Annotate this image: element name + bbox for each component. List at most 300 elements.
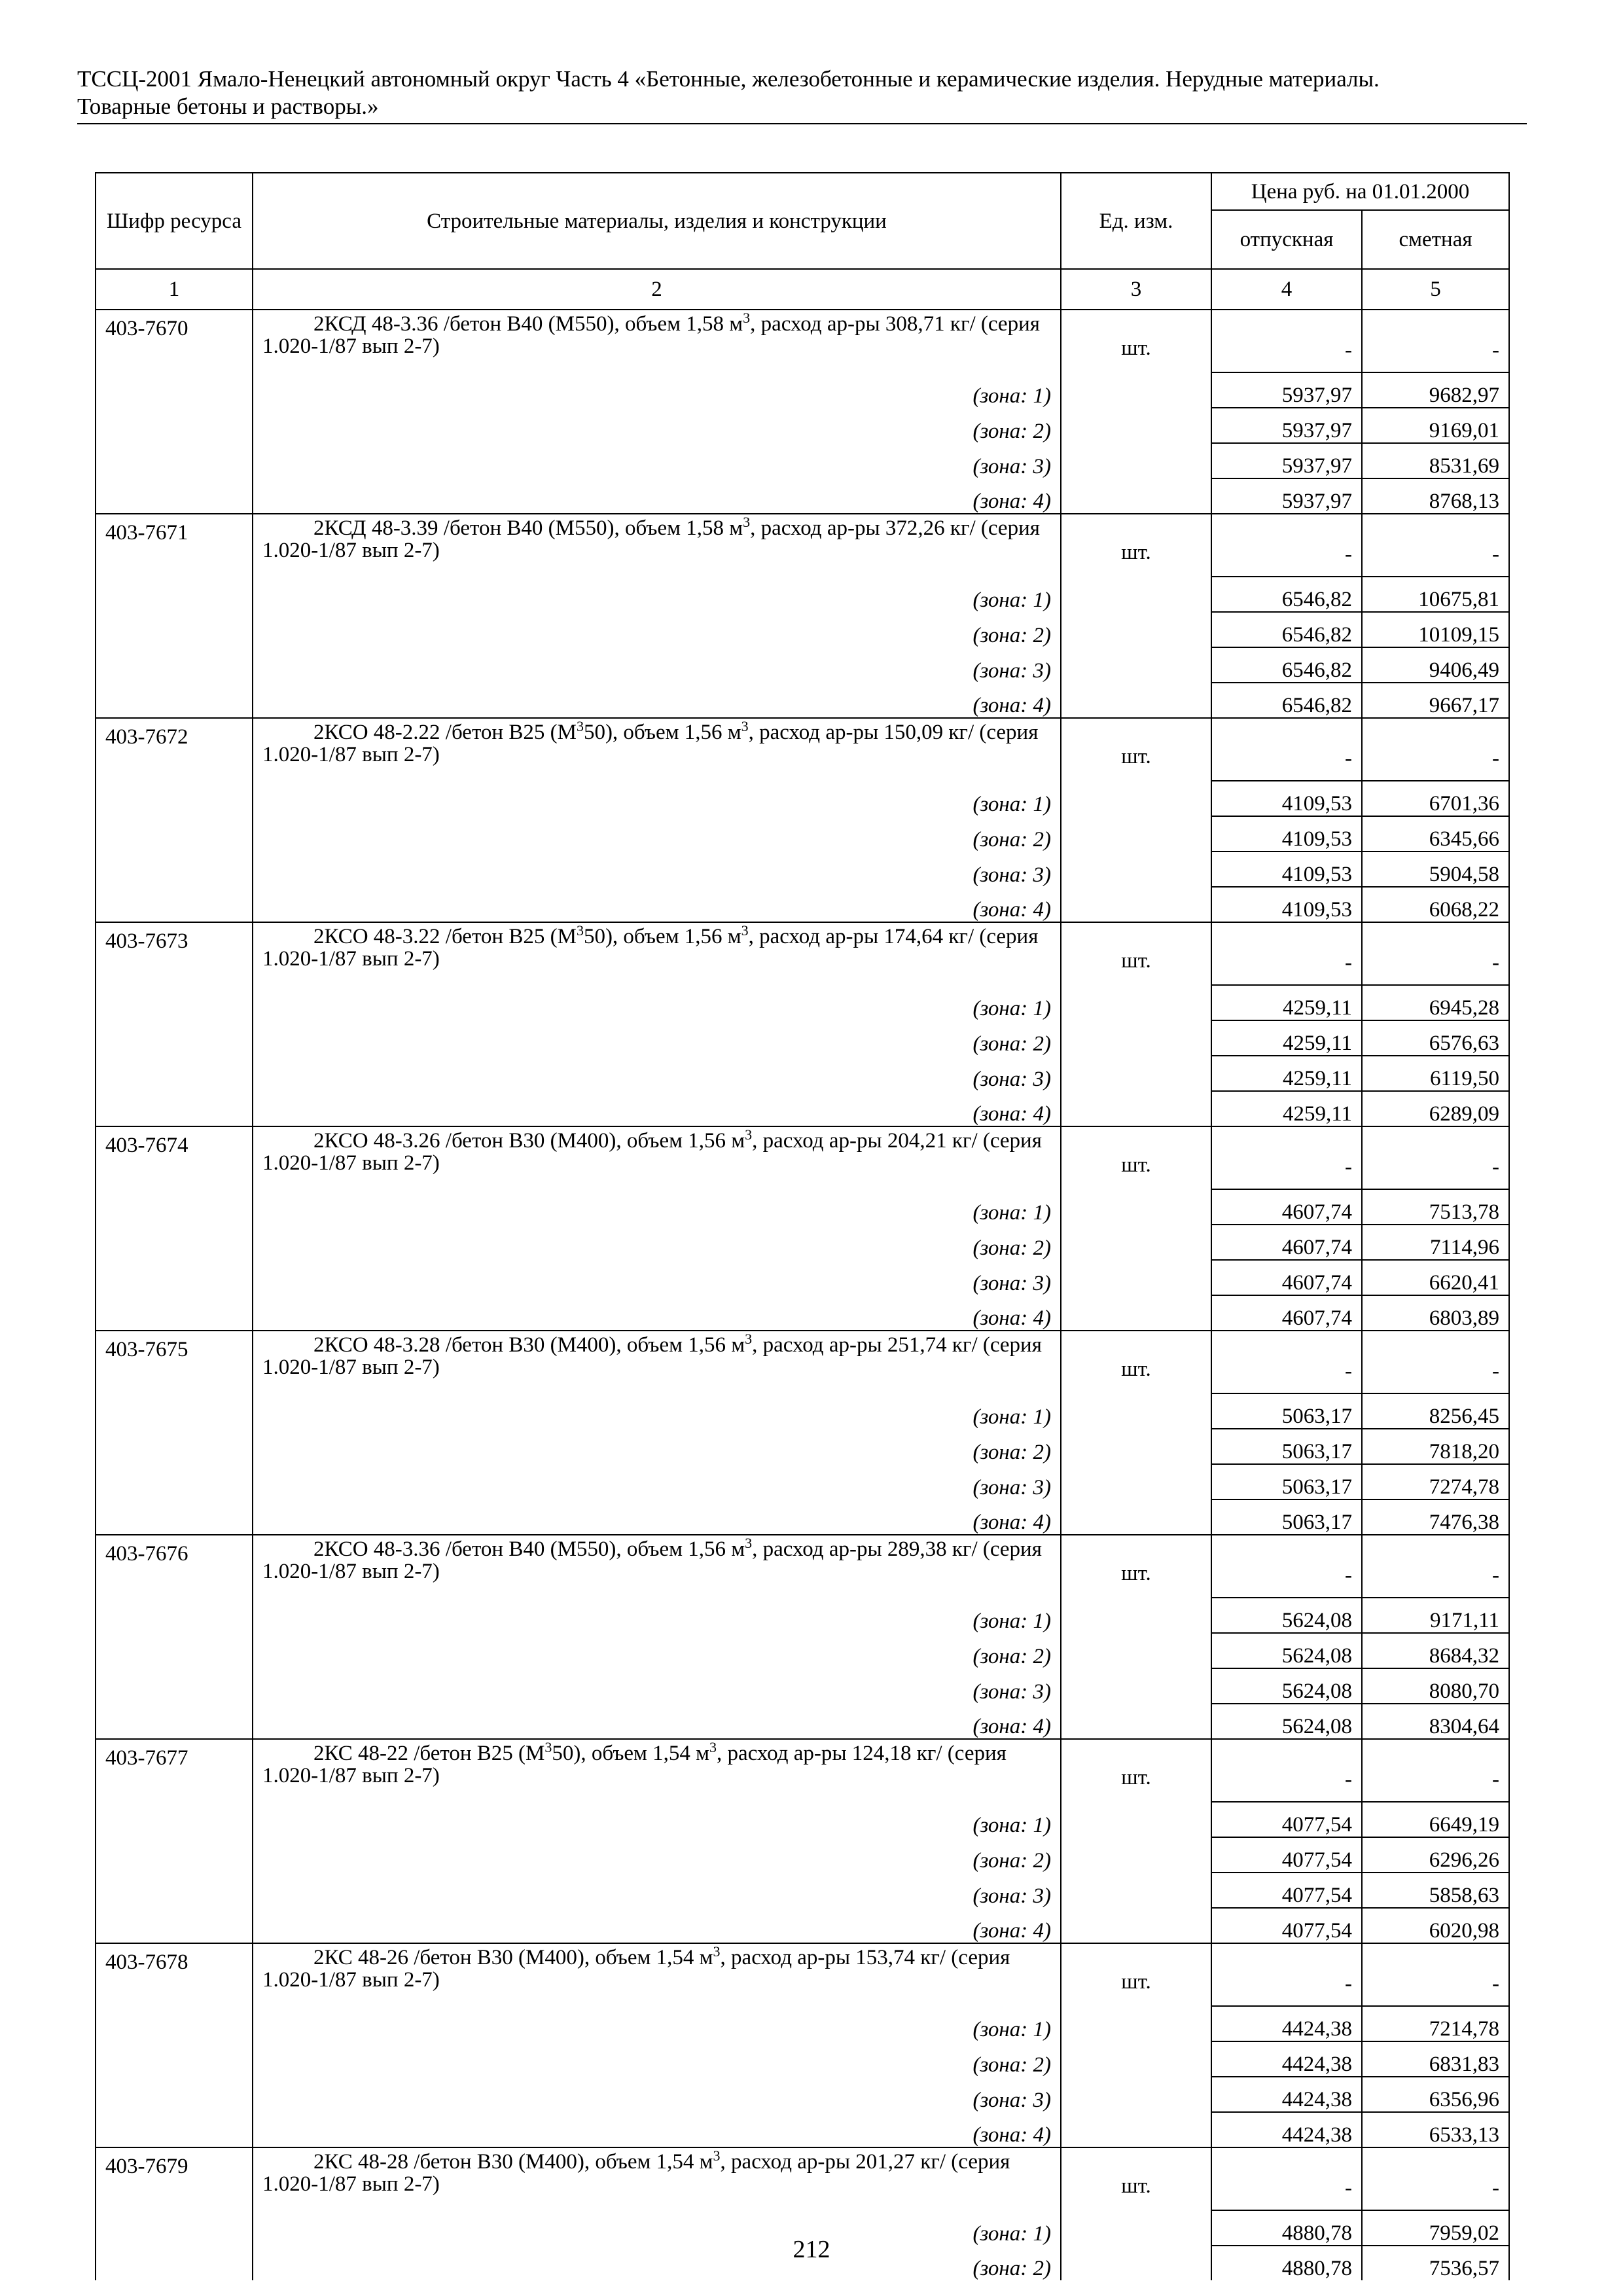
empty-unit-cell [1061,2006,1211,2041]
superscript-3: 3 [709,1739,717,1755]
description-part: , расход ар-ры 308,71 кг/ (серия 1.020-1/87 вып 2-7) [262,312,1040,358]
estimate-price-dash: - [1362,1535,1509,1598]
empty-unit-cell [1061,478,1211,514]
material-description [253,1126,1061,1189]
material-description [253,1739,1061,1802]
estimate-price: 7476,38 [1362,1499,1509,1535]
estimate-price-dash: - [1362,310,1509,372]
zone-row [96,1393,1509,1429]
empty-unit-cell [1061,1189,1211,1225]
empty-unit-cell [1061,612,1211,647]
empty-code-cell [96,1091,253,1126]
zone-row [96,372,1509,408]
unit-of-measure: шт. [1061,1943,1211,2006]
zone-row [96,1189,1509,1225]
superscript-3: 3 [713,1943,721,1960]
empty-code-cell [96,1295,253,1331]
zone-label: (зона: 3) [253,443,1061,478]
zone-label: (зона: 4) [253,887,1061,922]
release-price: 4424,38 [1211,2041,1362,2077]
empty-code-cell [96,443,253,478]
unit-of-measure: шт. [1061,1126,1211,1189]
zone-row [96,852,1509,887]
zone-label: (зона: 1) [253,1598,1061,1633]
zone-label: (зона: 2) [253,2246,1061,2280]
release-price: 4607,74 [1211,1295,1362,1331]
estimate-price: 6533,13 [1362,2112,1509,2147]
zone-label: (зона: 4) [253,1295,1061,1331]
superscript-3: 3 [544,1739,552,1755]
description-part: 2КСО 48-3.22 /бетон В25 (М [313,925,577,948]
zone-label: (зона: 3) [253,647,1061,683]
zone-row [96,1020,1509,1056]
estimate-price: 7114,96 [1362,1225,1509,1260]
unit-of-measure: шт. [1061,2147,1211,2210]
release-price: 4259,11 [1211,1020,1362,1056]
release-price: 5624,08 [1211,1668,1362,1704]
zone-label: (зона: 4) [253,2112,1061,2147]
zone-row [96,1260,1509,1295]
estimate-price-dash: - [1362,1331,1509,1393]
zone-label: (зона: 2) [253,1429,1061,1464]
empty-code-cell [96,1429,253,1464]
zone-row [96,443,1509,478]
estimate-price: 7513,78 [1362,1189,1509,1225]
table-row [96,718,1509,781]
zone-row [96,683,1509,718]
estimate-price: 6649,19 [1362,1802,1509,1837]
empty-code-cell [96,478,253,514]
col-header-name: Строительные материалы, изделия и конструкции [253,173,1061,269]
zone-label: (зона: 4) [253,1091,1061,1126]
empty-unit-cell [1061,1908,1211,1943]
description-part: 2КС 48-28 /бетон В30 (М400), объем 1,54 м [313,2150,713,2174]
page-number: 212 [793,2236,830,2263]
zone-label: (зона: 1) [253,372,1061,408]
estimate-price: 6296,26 [1362,1837,1509,1873]
empty-code-cell [96,1668,253,1704]
table-body [96,310,1509,2280]
zone-row [96,577,1509,612]
material-description [253,2147,1061,2210]
zone-label: (зона: 2) [253,1020,1061,1056]
empty-code-cell [96,887,253,922]
estimate-price-dash: - [1362,2147,1509,2210]
release-price: 4424,38 [1211,2077,1362,2112]
estimate-price: 10109,15 [1362,612,1509,647]
superscript-3: 3 [745,1331,753,1347]
empty-code-cell [96,1225,253,1260]
unit-of-measure: шт. [1061,922,1211,985]
estimate-price: 8080,70 [1362,1668,1509,1704]
estimate-price: 7959,02 [1362,2210,1509,2246]
empty-unit-cell [1061,1499,1211,1535]
superscript-3: 3 [743,310,751,326]
release-price: 4259,11 [1211,985,1362,1020]
empty-unit-cell [1061,1056,1211,1091]
empty-unit-cell [1061,443,1211,478]
estimate-price-dash: - [1362,1739,1509,1802]
unit-of-measure: шт. [1061,718,1211,781]
empty-unit-cell [1061,781,1211,816]
estimate-price-dash: - [1362,514,1509,577]
empty-unit-cell [1061,1704,1211,1739]
col-number-2: 2 [253,269,1061,310]
zone-row [96,2112,1509,2147]
material-description [253,1943,1061,2006]
zone-row [96,1295,1509,1331]
estimate-price-dash: - [1362,1126,1509,1189]
description-part: 50), объем 1,54 м [552,1742,710,1765]
release-price: 4607,74 [1211,1260,1362,1295]
empty-unit-cell [1061,2077,1211,2112]
empty-unit-cell [1061,816,1211,852]
empty-unit-cell [1061,1464,1211,1499]
empty-code-cell [96,577,253,612]
description-part: 2КСД 48-3.36 /бетон В40 (М550), объем 1,58 м [313,312,743,336]
release-price: 4880,78 [1211,2210,1362,2246]
estimate-price: 6356,96 [1362,2077,1509,2112]
description-part: , расход ар-ры 153,74 кг/ (серия 1.020-1/87 вып 2-7) [262,1946,1010,1992]
zone-label: (зона: 3) [253,1668,1061,1704]
col-header-estimate: сметная [1362,210,1509,269]
estimate-price: 6576,63 [1362,1020,1509,1056]
material-description [253,922,1061,985]
release-price: 4880,78 [1211,2246,1362,2280]
material-description [253,1331,1061,1393]
description-part: 50), объем 1,56 м [583,721,741,744]
description-text [262,514,1051,562]
description-part: , расход ар-ры 150,09 кг/ (серия 1.020-1/87 вып 2-7) [262,721,1039,766]
zone-row [96,2041,1509,2077]
col-number-4: 4 [1211,269,1362,310]
superscript-3: 3 [743,514,751,530]
table-row [96,2147,1509,2210]
release-price: 4077,54 [1211,1908,1362,1943]
resource-code: 403-7677 [96,1739,253,1802]
release-price-dash: - [1211,1331,1362,1393]
description-text [262,922,1051,971]
release-price: 5937,97 [1211,478,1362,514]
release-price: 4607,74 [1211,1225,1362,1260]
empty-code-cell [96,816,253,852]
zone-row [96,647,1509,683]
release-price: 6546,82 [1211,612,1362,647]
description-part: 2КСО 48-3.36 /бетон В40 (М550), объем 1,56 м [313,1537,745,1561]
release-price: 5624,08 [1211,1704,1362,1739]
unit-of-measure: шт. [1061,1739,1211,1802]
empty-unit-cell [1061,683,1211,718]
estimate-price: 8684,32 [1362,1633,1509,1668]
empty-code-cell [96,1837,253,1873]
empty-code-cell [96,1633,253,1668]
release-price: 4077,54 [1211,1873,1362,1908]
empty-unit-cell [1061,2112,1211,2147]
release-price: 4424,38 [1211,2006,1362,2041]
description-text [262,1331,1051,1379]
zone-row [96,1091,1509,1126]
superscript-3: 3 [576,922,584,939]
description-part: 50), объем 1,56 м [583,925,741,948]
description-part: , расход ар-ры 251,74 кг/ (серия 1.020-1/87 вып 2-7) [262,1333,1042,1379]
estimate-price: 6345,66 [1362,816,1509,852]
col-header-price: Цена руб. на 01.01.2000 [1211,173,1509,210]
empty-unit-cell [1061,2041,1211,2077]
empty-code-cell [96,1908,253,1943]
zone-label: (зона: 4) [253,1499,1061,1535]
zone-label: (зона: 3) [253,1873,1061,1908]
empty-code-cell [96,683,253,718]
zone-row [96,816,1509,852]
resource-code: 403-7670 [96,310,253,372]
estimate-price: 6119,50 [1362,1056,1509,1091]
description-text [262,2147,1051,2196]
superscript-3: 3 [745,1535,753,1551]
superscript-3: 3 [713,2147,721,2164]
estimate-price-dash: - [1362,1943,1509,2006]
table-row [96,1943,1509,2006]
resource-code: 403-7672 [96,718,253,781]
table-row [96,1739,1509,1802]
empty-code-cell [96,2041,253,2077]
empty-unit-cell [1061,852,1211,887]
empty-code-cell [96,1393,253,1429]
zone-label: (зона: 4) [253,1704,1061,1739]
empty-code-cell [96,1873,253,1908]
zone-label: (зона: 2) [253,1633,1061,1668]
description-text [262,718,1051,766]
estimate-price: 6831,83 [1362,2041,1509,2077]
zone-label: (зона: 2) [253,2041,1061,2077]
zone-row [96,781,1509,816]
resource-code: 403-7671 [96,514,253,577]
estimate-price: 9667,17 [1362,683,1509,718]
description-part: , расход ар-ры 201,27 кг/ (серия 1.020-1/87 вып 2-7) [262,2150,1010,2196]
empty-code-cell [96,1499,253,1535]
empty-code-cell [96,647,253,683]
zone-label: (зона: 3) [253,1464,1061,1499]
zone-row [96,1873,1509,1908]
superscript-3: 3 [745,1126,753,1143]
empty-code-cell [96,1189,253,1225]
release-price: 4424,38 [1211,2112,1362,2147]
zone-row [96,478,1509,514]
empty-unit-cell [1061,1091,1211,1126]
description-text [262,1943,1051,1992]
zone-row [96,1499,1509,1535]
unit-of-measure: шт. [1061,310,1211,372]
col-number-3: 3 [1061,269,1211,310]
release-price: 6546,82 [1211,577,1362,612]
zone-label: (зона: 1) [253,2210,1061,2246]
estimate-price: 8304,64 [1362,1704,1509,1739]
zone-row [96,2006,1509,2041]
description-part: , расход ар-ры 289,38 кг/ (серия 1.020-1/87 вып 2-7) [262,1537,1042,1583]
estimate-price: 6945,28 [1362,985,1509,1020]
empty-unit-cell [1061,1668,1211,1704]
zone-label: (зона: 4) [253,1908,1061,1943]
empty-unit-cell [1061,1429,1211,1464]
zone-label: (зона: 3) [253,1056,1061,1091]
material-description [253,718,1061,781]
zone-label: (зона: 2) [253,816,1061,852]
table-row [96,1126,1509,1189]
release-price-dash: - [1211,1943,1362,2006]
page-header [77,65,1527,124]
release-price: 5063,17 [1211,1429,1362,1464]
empty-code-cell [96,2077,253,2112]
zone-row [96,1704,1509,1739]
header-line-1: ТССЦ-2001 Ямало-Ненецкий автономный округ Часть 4 «Бетонные, железобетонные и керамические изделия. Нерудные материалы. [77,66,1380,92]
release-price-dash: - [1211,922,1362,985]
release-price: 5624,08 [1211,1633,1362,1668]
empty-unit-cell [1061,985,1211,1020]
zone-label: (зона: 2) [253,408,1061,443]
estimate-price: 6620,41 [1362,1260,1509,1295]
zone-label: (зона: 3) [253,1260,1061,1295]
empty-unit-cell [1061,408,1211,443]
estimate-price: 10675,81 [1362,577,1509,612]
resource-code: 403-7674 [96,1126,253,1189]
table-row [96,310,1509,372]
col-header-release: отпускная [1211,210,1362,269]
release-price-dash: - [1211,2147,1362,2210]
description-text [262,1535,1051,1583]
release-price: 5063,17 [1211,1393,1362,1429]
zone-label: (зона: 1) [253,1393,1061,1429]
zone-label: (зона: 2) [253,612,1061,647]
zone-row [96,1598,1509,1633]
zone-row [96,612,1509,647]
zone-row [96,1802,1509,1837]
description-part: , расход ар-ры 174,64 кг/ (серия 1.020-1/87 вып 2-7) [262,925,1039,971]
resource-code: 403-7676 [96,1535,253,1598]
estimate-price: 6020,98 [1362,1908,1509,1943]
empty-code-cell [96,781,253,816]
empty-code-cell [96,1464,253,1499]
zone-row [96,1429,1509,1464]
empty-unit-cell [1061,577,1211,612]
superscript-3: 3 [741,718,749,734]
zone-label: (зона: 1) [253,1189,1061,1225]
description-part: 2КС 48-26 /бетон В30 (М400), объем 1,54 м [313,1946,713,1969]
zone-label: (зона: 4) [253,683,1061,718]
empty-code-cell [96,1260,253,1295]
description-text [262,1126,1051,1175]
release-price-dash: - [1211,718,1362,781]
zone-row [96,985,1509,1020]
empty-unit-cell [1061,1802,1211,1837]
description-part: , расход ар-ры 124,18 кг/ (серия 1.020-1/87 вып 2-7) [262,1742,1007,1787]
release-price-dash: - [1211,310,1362,372]
empty-code-cell [96,408,253,443]
unit-of-measure: шт. [1061,1331,1211,1393]
zone-label: (зона: 1) [253,577,1061,612]
zone-label: (зона: 2) [253,1837,1061,1873]
zone-label: (зона: 3) [253,2077,1061,2112]
col-header-unit: Ед. изм. [1061,173,1211,269]
release-price-dash: - [1211,514,1362,577]
zone-label: (зона: 1) [253,781,1061,816]
empty-unit-cell [1061,1633,1211,1668]
estimate-price: 7214,78 [1362,2006,1509,2041]
estimate-price: 9406,49 [1362,647,1509,683]
release-price: 4109,53 [1211,887,1362,922]
empty-code-cell [96,2112,253,2147]
empty-unit-cell [1061,1837,1211,1873]
release-price: 5624,08 [1211,1598,1362,1633]
estimate-price-dash: - [1362,922,1509,985]
zone-label: (зона: 1) [253,985,1061,1020]
estimate-price: 5858,63 [1362,1873,1509,1908]
release-price: 4109,53 [1211,852,1362,887]
header-line-2: Товарные бетоны и растворы.» [77,94,379,119]
zone-row [96,887,1509,922]
release-price: 5063,17 [1211,1464,1362,1499]
empty-code-cell [96,1020,253,1056]
release-price: 4109,53 [1211,781,1362,816]
zone-label: (зона: 1) [253,2006,1061,2041]
estimate-price: 6803,89 [1362,1295,1509,1331]
description-text [262,310,1051,358]
resource-code: 403-7678 [96,1943,253,2006]
material-description [253,310,1061,372]
empty-code-cell [96,985,253,1020]
zone-row [96,1908,1509,1943]
estimate-price: 9171,11 [1362,1598,1509,1633]
zone-label: (зона: 2) [253,1225,1061,1260]
release-price: 4607,74 [1211,1189,1362,1225]
resource-code: 403-7679 [96,2147,253,2210]
price-table [95,172,1510,2280]
empty-unit-cell [1061,647,1211,683]
empty-code-cell [96,1704,253,1739]
estimate-price: 9682,97 [1362,372,1509,408]
zone-row [96,1837,1509,1873]
empty-unit-cell [1061,887,1211,922]
zone-label: (зона: 3) [253,852,1061,887]
superscript-3: 3 [741,922,749,939]
table-row [96,1331,1509,1393]
zone-row [96,1633,1509,1668]
release-price-dash: - [1211,1535,1362,1598]
estimate-price: 6701,36 [1362,781,1509,816]
description-part: 2КСО 48-3.28 /бетон В30 (М400), объем 1,56 м [313,1333,745,1357]
zone-row [96,1056,1509,1091]
col-header-code: Шифр ресурса [96,173,253,269]
description-part: 2КС 48-22 /бетон В25 (М [313,1742,545,1765]
description-part: 2КСО 48-2.22 /бетон В25 (М [313,721,577,744]
estimate-price: 7818,20 [1362,1429,1509,1464]
empty-code-cell [96,1598,253,1633]
empty-unit-cell [1061,1393,1211,1429]
estimate-price: 9169,01 [1362,408,1509,443]
col-number-5: 5 [1362,269,1509,310]
release-price-dash: - [1211,1739,1362,1802]
empty-unit-cell [1061,1295,1211,1331]
empty-unit-cell [1061,1225,1211,1260]
empty-code-cell [96,852,253,887]
description-part: 2КСД 48-3.39 /бетон В40 (М550), объем 1,58 м [313,516,743,540]
estimate-price: 7536,57 [1362,2246,1509,2280]
zone-row [96,1668,1509,1704]
release-price: 5937,97 [1211,372,1362,408]
release-price-dash: - [1211,1126,1362,1189]
zone-row [96,1225,1509,1260]
estimate-price: 6289,09 [1362,1091,1509,1126]
unit-of-measure: шт. [1061,1535,1211,1598]
empty-code-cell [96,1056,253,1091]
